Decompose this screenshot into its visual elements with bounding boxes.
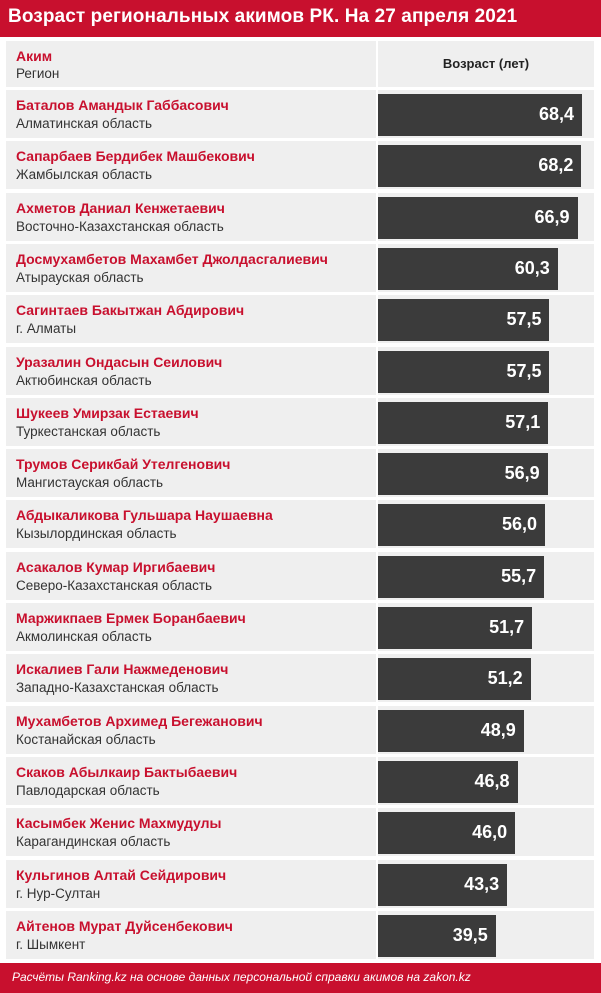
akim-name: Уразалин Ондасын Сеилович: [16, 353, 223, 370]
row-label-cell: [6, 193, 376, 241]
akim-name: Асакалов Кумар Иргибаевич: [16, 558, 216, 575]
row-label-cell: [6, 244, 376, 292]
row-label-cell: [6, 808, 376, 856]
age-value-label: 39,5: [452, 924, 488, 945]
age-value-label: 51,2: [487, 668, 523, 689]
table-row: [6, 808, 594, 856]
age-value-label: 57,5: [506, 360, 542, 381]
age-value-label: 57,1: [505, 411, 541, 432]
region-name: Жамбылская область: [16, 167, 153, 183]
header-name-label: Аким: [16, 48, 53, 64]
row-label-cell: [6, 295, 376, 343]
age-value-label: 56,0: [501, 514, 538, 535]
akim-name: Скаков Абылкаир Бактыбаевич: [16, 763, 238, 780]
age-value-label: 51,7: [489, 617, 525, 637]
region-name: Актюбинская область: [16, 372, 152, 388]
row-label-cell: [6, 860, 376, 908]
akim-name: Баталов Амандык Габбасович: [16, 97, 229, 113]
row-label-cell: [6, 398, 376, 446]
age-value-label: 48,9: [480, 719, 516, 740]
age-value-label: 46,0: [472, 822, 508, 843]
table-row: [6, 757, 594, 805]
table-row: [6, 552, 594, 600]
region-name: Восточно-Казахстанская область: [16, 218, 224, 234]
row-label-cell: [6, 90, 376, 138]
table-row: [6, 193, 594, 241]
region-name: Акмолинская область: [16, 629, 152, 644]
age-value-label: 57,5: [506, 309, 542, 330]
region-name: Мангистауская область: [16, 475, 164, 491]
table-row: [6, 449, 594, 497]
table-row: [6, 654, 594, 702]
akim-name: Шукеев Умирзак Естаевич: [16, 404, 199, 421]
row-label-cell: [6, 603, 376, 651]
age-value-label: 56,9: [504, 463, 540, 484]
age-value-label: 68,4: [538, 104, 574, 124]
akim-name: Ахметов Даниал Кенжетаевич: [16, 199, 225, 216]
row-label-cell: [6, 552, 376, 600]
region-name: Атырауская область: [16, 269, 144, 285]
region-name: г. Шымкент: [16, 936, 86, 952]
table-row: [6, 90, 594, 138]
akim-name: Досмухамбетов Махамбет Джолдасгалиевич: [16, 250, 328, 267]
chart-title: Возраст региональных акимов РК. На 27 апреля 2021: [8, 6, 518, 27]
akim-name: Искалиев Гали Нажмеденович: [16, 661, 229, 678]
header-left-column: [6, 41, 376, 87]
header-region-label: Регион: [16, 66, 60, 81]
row-label-cell: [6, 141, 376, 189]
age-value-label: 55,7: [501, 565, 537, 586]
row-label-cell: [6, 347, 376, 395]
akim-name: Сапарбаев Бердибек Машбекович: [16, 148, 255, 165]
table-row: [6, 860, 594, 908]
footer-bar: [0, 963, 601, 993]
row-label-cell: [6, 706, 376, 754]
table-row: [6, 706, 594, 754]
row-label-cell: [6, 757, 376, 805]
region-name: Кызылординская область: [16, 526, 177, 542]
age-value-label: 66,9: [534, 206, 570, 227]
akim-name: Маржикпаев Ермек Боранбаевич: [16, 610, 246, 626]
region-name: Карагандинская область: [16, 834, 171, 850]
age-value-label: 68,2: [538, 155, 574, 176]
region-name: Костанайская область: [16, 731, 156, 747]
row-label-cell: [6, 654, 376, 702]
table-row: [6, 500, 594, 548]
table-row: [6, 603, 594, 651]
row-label-cell: [6, 911, 376, 959]
region-name: Павлодарская область: [16, 782, 160, 798]
region-name: Западно-Казахстанская область: [16, 680, 219, 696]
header-age-label: Возраст (лет): [442, 56, 530, 71]
akim-name: Абдыкаликова Гульшара Наушаевна: [16, 507, 273, 524]
table-header: [6, 41, 594, 87]
region-name: Северо-Казахстанская область: [16, 577, 213, 593]
table-row: [6, 911, 594, 959]
akim-name: Сагинтаев Бакытжан Абдирович: [16, 302, 245, 319]
age-value-label: 43,3: [464, 873, 500, 894]
akim-name: Трумов Серикбай Утелгенович: [16, 456, 231, 473]
age-value-label: 60,3: [514, 257, 550, 278]
row-label-cell: [6, 500, 376, 548]
table-row: [6, 141, 594, 189]
header-right-column: [378, 41, 594, 87]
source-note: Расчёты Ranking.kz на основе данных персональной справки акимов на zakon.kz: [12, 970, 471, 984]
akim-name: Айтенов Мурат Дуйсенбекович: [16, 917, 233, 934]
table-row: [6, 398, 594, 446]
row-label-cell: [6, 449, 376, 497]
region-name: г. Алматы: [16, 321, 77, 337]
akim-name: Кульгинов Алтай Сейдирович: [16, 866, 227, 883]
title-bar: [0, 0, 601, 37]
akim-name: Мухамбетов Архимед Бегежанович: [16, 712, 263, 729]
age-value-label: 46,8: [474, 770, 510, 791]
akim-name: Касымбек Женис Махмудулы: [16, 815, 222, 832]
region-name: г. Нур-Султан: [16, 885, 101, 901]
table-row: [6, 347, 594, 395]
table-row: [6, 244, 594, 292]
table-row: [6, 295, 594, 343]
region-name: Туркестанская область: [16, 423, 161, 439]
region-name: Алматинская область: [16, 116, 153, 131]
